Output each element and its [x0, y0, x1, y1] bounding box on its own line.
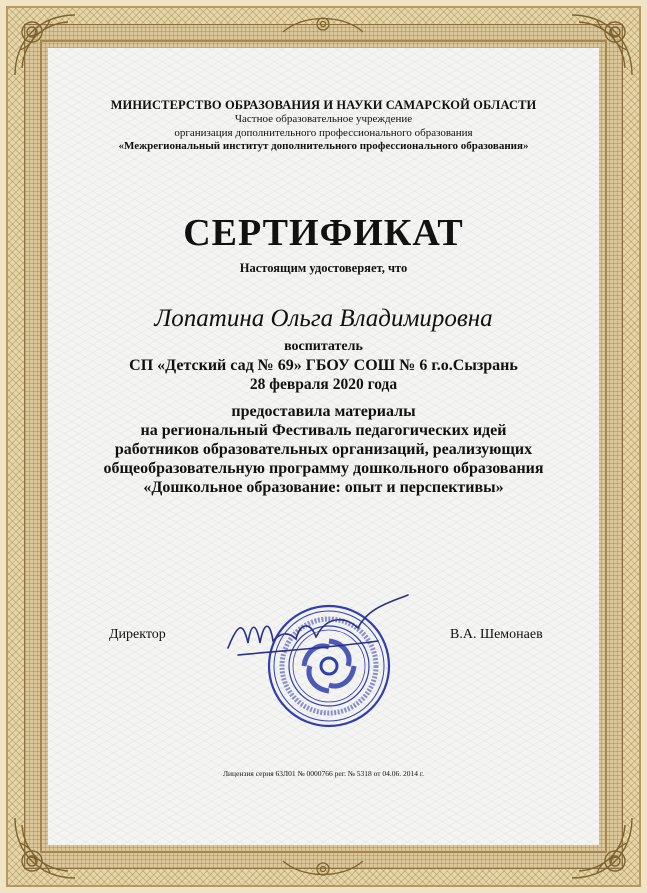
body-line: «Дошкольное образование: опыт и перспективы» — [143, 479, 504, 496]
body-line: на региональный Фестиваль педагогических идей — [140, 422, 507, 439]
certificate-title: СЕРТИФИКАТ — [183, 212, 464, 254]
edge-ornament-icon — [278, 12, 368, 38]
recipient-organization: СП «Детский сад № 69» ГБОУ СОШ № 6 г.о.Сызрань — [129, 357, 518, 374]
certificate-content — [48, 48, 599, 845]
certificate-body — [48, 402, 599, 497]
edge-ornament-icon — [278, 855, 368, 881]
institute-name: «Межрегиональный институт дополнительного профессионального образования» — [118, 140, 529, 152]
director-label: Директор — [109, 627, 166, 642]
body-line: общеобразовательную программу дошкольного образования — [103, 460, 544, 477]
recipient-name: Лопатина Ольга Владимировна — [154, 305, 493, 332]
license-info: Лицензия серия 63Л01 № 0000766 рег. № 5318 от 04.06. 2014 г. — [222, 769, 425, 778]
certificate-date: 28 февраля 2020 года — [249, 376, 398, 393]
body-line: предоставила материалы — [231, 403, 416, 420]
institution-type: Частное образовательное учреждение — [234, 113, 413, 125]
body-line: работников образовательных организаций, реализующих — [114, 441, 533, 458]
ministry-heading: МИНИСТЕРСТВО ОБРАЗОВАНИЯ И НАУКИ САМАРСКОЙ ОБЛАСТИ — [110, 98, 537, 112]
signature-icon — [218, 593, 418, 668]
signer-name: В.А. Шемонаев — [450, 627, 543, 642]
certificate-subtitle: Настоящим удостоверяет, что — [239, 261, 408, 275]
recipient-position: воспитатель — [284, 339, 363, 354]
institution-description: организация дополнительного профессионального образования — [174, 127, 473, 139]
